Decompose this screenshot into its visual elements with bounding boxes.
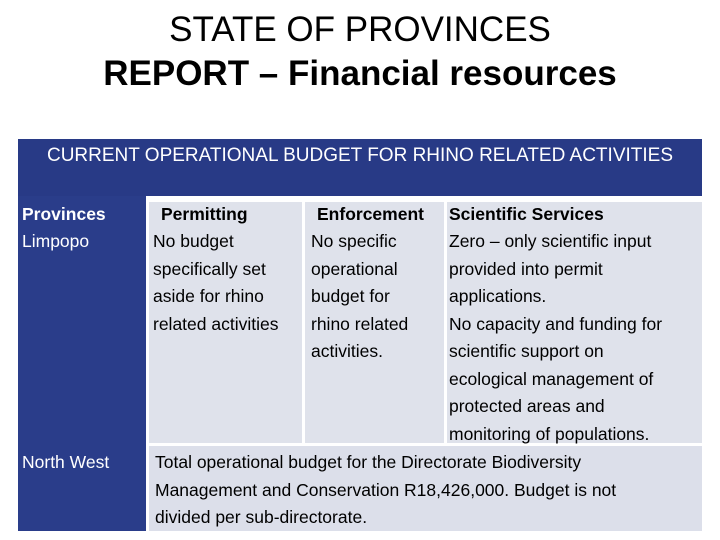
title-line-1: STATE OF PROVINCES bbox=[169, 10, 551, 49]
budget-table bbox=[18, 139, 702, 531]
limpopo-scientific-line: scientific support on bbox=[449, 341, 604, 361]
limpopo-scientific-line: Zero – only scientific input bbox=[449, 231, 652, 251]
col-header-permitting: Permitting bbox=[161, 204, 248, 224]
col-header-provinces: Provinces bbox=[22, 204, 106, 224]
slide-title bbox=[0, 8, 720, 96]
north-west-budget bbox=[155, 449, 616, 532]
limpopo-permitting-line: related activities bbox=[153, 313, 279, 334]
limpopo-permitting-line: aside for rhino bbox=[153, 286, 264, 306]
limpopo-enforcement-line: budget for bbox=[311, 286, 390, 306]
limpopo-enforcement-line: activities. bbox=[311, 341, 383, 361]
limpopo-scientific-line: monitoring of populations. bbox=[449, 423, 650, 444]
limpopo-enforcement-line: operational bbox=[311, 258, 398, 279]
north-west-budget-line: Management and Conservation R18,426,000. Budget is not bbox=[155, 479, 617, 500]
limpopo-scientific-line: provided into permit bbox=[449, 258, 603, 279]
limpopo-scientific-line: No capacity and funding for bbox=[449, 313, 663, 334]
limpopo-permitting-line: specifically set bbox=[153, 258, 266, 279]
limpopo-scientific-line: protected areas and bbox=[449, 396, 605, 416]
table-header: CURRENT OPERATIONAL BUDGET FOR RHINO RELATED ACTIVITIES bbox=[18, 139, 702, 196]
title-line-2: REPORT – Financial resources bbox=[103, 54, 617, 93]
limpopo-enforcement-line: No specific bbox=[311, 231, 397, 251]
limpopo-scientific bbox=[449, 228, 662, 448]
north-west-budget-line: divided per sub-directorate. bbox=[155, 507, 368, 527]
province-north-west: North West bbox=[22, 452, 110, 472]
limpopo-enforcement-line: rhino related bbox=[311, 313, 409, 334]
limpopo-permitting bbox=[153, 228, 278, 338]
limpopo-scientific-line: applications. bbox=[449, 286, 547, 306]
limpopo-scientific-line: ecological management of bbox=[449, 368, 654, 389]
col-header-enforcement: Enforcement bbox=[317, 204, 424, 224]
limpopo-enforcement bbox=[311, 228, 408, 366]
col-header-scientific: Scientific Services bbox=[449, 204, 604, 224]
province-limpopo: Limpopo bbox=[22, 231, 90, 251]
limpopo-permitting-line: No budget bbox=[153, 231, 234, 251]
north-west-budget-line: Total operational budget for the Directorate Biodiversity bbox=[155, 452, 582, 472]
